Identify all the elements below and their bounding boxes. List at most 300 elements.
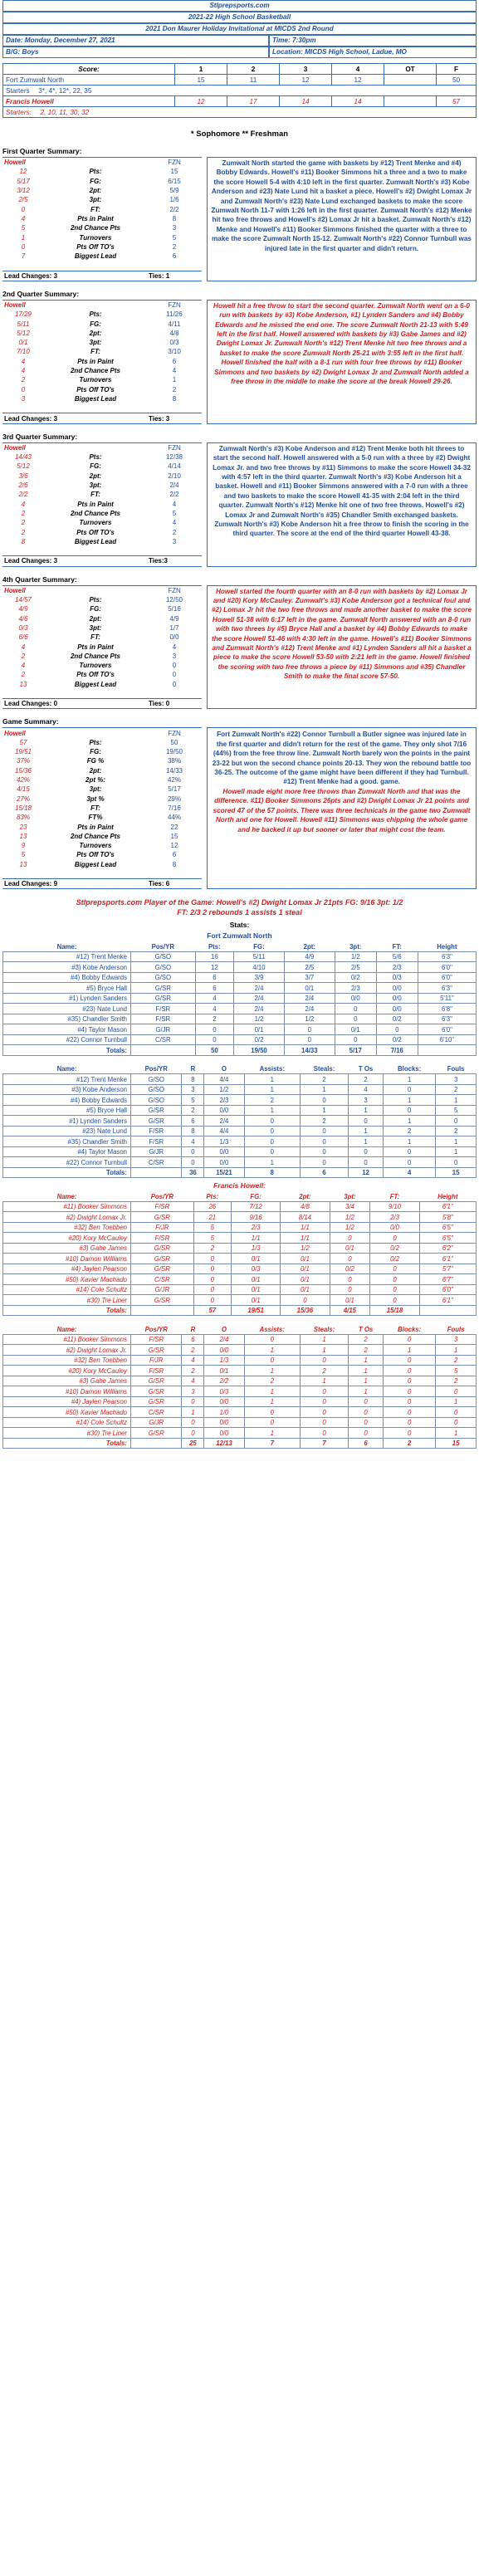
stat-cell: 6'8"	[418, 1004, 476, 1014]
stat-cell: 0	[284, 1024, 335, 1035]
total-cell: 36	[182, 1167, 204, 1178]
spacer-cell	[2, 689, 202, 699]
stat-row	[2, 804, 202, 813]
team2-q4: 14	[332, 96, 384, 107]
player-row	[3, 1157, 477, 1168]
stat-cell: 5	[193, 1222, 231, 1233]
stat-row	[2, 604, 202, 613]
total-cell: 50	[195, 1045, 233, 1056]
stat-cell: 0/1	[281, 1284, 330, 1295]
stat-row	[2, 500, 202, 509]
column-header: Fouls	[447, 1325, 465, 1333]
stat-cell: 0/2	[376, 1014, 418, 1024]
player-row	[3, 1254, 477, 1264]
howell-stat: 5	[21, 851, 26, 859]
stat-cell: 0	[376, 1024, 418, 1035]
team1-q3: 12	[280, 75, 332, 86]
stat-cell: G/SR	[131, 1396, 182, 1407]
fzn-stat: 6	[172, 851, 177, 859]
column-header: Pts:	[208, 942, 221, 951]
stat-row	[2, 186, 202, 195]
stat-cell: 1/2	[330, 1212, 370, 1223]
stat-cell: 6'5"	[419, 1233, 476, 1244]
fzn-stat: 4	[172, 367, 177, 375]
quarter-title: 3rd Quarter Summary:	[2, 432, 78, 441]
stat-cell: G/SO	[131, 1084, 182, 1095]
stat-cell: 0	[193, 1254, 231, 1264]
howell-scoring-table	[2, 1191, 477, 1316]
stat-cell: 6'3"	[418, 983, 476, 994]
fzn-stat: 44%	[167, 814, 181, 822]
stat-cell: F/JR	[131, 1222, 194, 1233]
stat-cell: 0/0	[204, 1105, 244, 1116]
howell-stat: 7	[21, 252, 26, 261]
stat-cell: 0	[244, 1126, 300, 1136]
howell-stat: 12	[19, 168, 27, 176]
stat-cell: 1	[301, 1334, 349, 1345]
stat-cell: 0/2	[234, 1034, 285, 1045]
stat-label: Pts Off TO's	[76, 385, 115, 393]
quarter-stats	[2, 157, 202, 281]
quarter-stats	[2, 300, 202, 424]
stat-cell: G/JR	[131, 1146, 182, 1157]
player-row	[3, 1222, 477, 1233]
stat-cell: 2/4	[204, 1334, 244, 1345]
howell-stat: 37%	[16, 757, 30, 765]
stat-cell: 0	[370, 1284, 419, 1295]
stat-cell: 0	[384, 1146, 436, 1157]
stat-row	[2, 375, 202, 384]
stat-cell: 0	[349, 1157, 384, 1168]
quarter-narrative: Howell hit a free throw to start the second quarter. Zumwalt North went on a 6-0 run with baskets by #3) Kobe Anderson, #1) Lynden Sanders and #4) Bobby Edwards and he missed the end one. The score Zumwalt North 21-13 with 5:49 left in the first half. Howell answered with baskets by #3) Gabe James and #2) Dwight Lomax Jr. Zumwalt North's #12) Trent Menke hit two free throws and a basket to make the score Zumwalt North 25-21 with 3:55 left in the first half. Howell finished the half with a 8-1 run with four free throws by #11) Booker Simmons and two baskets by #2) Dwight Lomax Jr and Zumwalt North added a free throw in the middle to make the score at the break Howell 29-26.	[207, 300, 477, 424]
stat-cell: 0/0	[204, 1157, 244, 1168]
stat-cell: 0	[384, 1417, 436, 1428]
stat-cell: 26	[193, 1201, 231, 1212]
totals-label: Totals:	[3, 1167, 131, 1178]
stat-cell: 0	[244, 1334, 300, 1345]
stats-header-row	[3, 941, 477, 951]
howell-stat: 14/43	[14, 453, 32, 462]
stat-cell: 7/12	[231, 1201, 280, 1212]
stat-label: Pts:	[89, 310, 102, 319]
totals-label: Totals:	[3, 1438, 131, 1449]
quarter-summary	[2, 157, 477, 281]
quarter-stats-table	[2, 585, 202, 710]
stat-label: Pts in Paint	[77, 643, 114, 651]
stat-cell: 1	[244, 1386, 300, 1397]
howell-stat: 3/6	[18, 472, 28, 480]
stat-cell: 12	[195, 962, 233, 973]
player-row	[3, 1345, 477, 1356]
stat-row	[2, 527, 202, 536]
fzn-stat: 0/0	[169, 633, 179, 642]
stat-cell: 2/5	[284, 962, 335, 973]
stat-row	[2, 366, 202, 375]
stat-cell: 5'8"	[419, 1212, 476, 1223]
stat-cell: 3	[349, 1095, 384, 1106]
total-cell	[419, 1305, 476, 1316]
stat-label: Biggest Lead	[74, 252, 117, 261]
stat-cell: 0/0	[376, 993, 418, 1004]
howell-stat: 2/5	[18, 196, 28, 204]
player-name: #14) Cole Schultz	[3, 1284, 131, 1295]
stat-cell: 0	[349, 1417, 384, 1428]
stat-cell: 0/0	[204, 1146, 244, 1157]
team1-score-row	[3, 75, 477, 86]
stat-cell: 1	[301, 1105, 349, 1116]
column-header: R	[190, 1065, 196, 1073]
team1-starters-label: Starters	[6, 86, 30, 95]
stat-cell: 2/2	[204, 1376, 244, 1386]
game-summary-fzn-label: FZN	[147, 728, 202, 738]
stat-cell: 0	[195, 1024, 233, 1035]
stat-cell: 6'0"	[418, 972, 476, 983]
team2-final: 57	[437, 96, 477, 107]
stat-cell: 0/3	[376, 972, 418, 983]
stat-cell: 0/2	[335, 972, 376, 983]
stat-cell: 0	[436, 1407, 477, 1418]
stat-cell: 9/10	[370, 1201, 419, 1212]
total-cell: 12	[349, 1167, 384, 1178]
stat-cell: 6'3"	[418, 951, 476, 962]
stat-label: Turnovers	[79, 233, 112, 242]
stat-cell: 5'7"	[419, 1264, 476, 1274]
stat-row	[2, 329, 202, 338]
totals-row	[3, 1045, 477, 1056]
spacer-row	[2, 689, 202, 699]
stat-cell: 1	[301, 1345, 349, 1356]
total-cell: 15	[436, 1438, 477, 1449]
fzn-stat: 11/26	[166, 310, 183, 319]
quarter-summary	[2, 442, 477, 567]
howell-stat: 0	[21, 205, 26, 213]
player-row	[3, 1274, 477, 1285]
stat-cell: G/JR	[131, 1024, 196, 1035]
stats-header-row	[3, 1064, 477, 1074]
stat-row	[2, 518, 202, 527]
q4-header: 4	[332, 64, 384, 75]
stat-cell: 1/2	[284, 1014, 335, 1024]
player-row	[3, 1095, 477, 1106]
stat-cell: 0	[244, 1417, 300, 1428]
spacer-row	[2, 403, 202, 413]
howell-stat: 3/12	[17, 187, 30, 195]
player-row	[3, 1116, 477, 1127]
fzn-stat: 12	[170, 842, 178, 850]
stat-label: Biggest Lead	[74, 537, 117, 545]
stat-cell: G/SR	[131, 1116, 182, 1127]
stat-cell: 0	[182, 1146, 204, 1157]
stat-cell: 2	[349, 1334, 384, 1345]
game-report	[2, 0, 477, 1454]
stat-cell: 8	[182, 1074, 204, 1085]
final-header: F	[437, 64, 477, 75]
stat-label: Turnovers	[79, 662, 112, 670]
spacer-cell	[2, 869, 202, 879]
totals-label: Totals:	[3, 1045, 131, 1056]
player-row	[3, 1201, 477, 1212]
fzn-stat: 8	[172, 394, 177, 403]
stat-row	[2, 680, 202, 689]
stat-cell: G/SR	[131, 1295, 194, 1306]
team1-q4: 12	[332, 75, 384, 86]
quarter-title: 4th Quarter Summary:	[2, 574, 77, 584]
team1-starters-cell	[3, 86, 477, 96]
stat-cell: 1/3	[204, 1136, 244, 1147]
stat-label: 2pt:	[89, 614, 102, 623]
stat-cell: 1/1	[231, 1233, 280, 1244]
stat-cell: 2	[349, 1074, 384, 1085]
quarter-title: First Quarter Summary:	[2, 147, 82, 155]
howell-stat: 57	[19, 738, 27, 746]
stat-cell: 1	[384, 1136, 436, 1147]
stat-cell: 2/4	[284, 1004, 335, 1014]
totals-label: Totals:	[3, 1305, 131, 1316]
stat-cell: G/SO	[131, 1074, 182, 1085]
stat-cell: 4/10	[234, 962, 285, 973]
player-name: #20) Kory McCauley	[3, 1366, 131, 1376]
stat-label: FG:	[90, 320, 101, 328]
stat-cell: 0	[244, 1116, 300, 1127]
stats-header-row	[3, 1324, 477, 1334]
total-cell: 15/36	[281, 1305, 330, 1316]
stat-cell: F/SR	[131, 1004, 196, 1014]
stat-cell: 2/4	[234, 983, 285, 994]
fzn-stat: 2	[172, 242, 177, 251]
stat-cell: 2	[349, 1345, 384, 1356]
stat-cell: 4	[182, 1376, 204, 1386]
stat-cell: G/SR	[131, 1376, 182, 1386]
column-header: Blocks:	[398, 1065, 422, 1073]
event-title: 2021 Don Maurer Holiday Invitational at MICDS 2nd Round	[2, 23, 477, 35]
stat-label: Pts Off TO's	[76, 851, 115, 859]
stat-cell: 0	[193, 1284, 231, 1295]
location: Location: MICDS High School, Ladue, MO	[269, 46, 477, 58]
stat-row	[2, 794, 202, 804]
quarter-summaries	[2, 147, 477, 709]
stat-cell: G/SO	[131, 962, 196, 973]
howell-stat: 4	[21, 500, 26, 508]
quarter-title: 2nd Quarter Summary:	[2, 289, 80, 298]
total-cell: 5/17	[335, 1045, 376, 1056]
stat-cell: 4/4	[204, 1126, 244, 1136]
howell-stat: 8	[21, 537, 26, 545]
column-header: FG:	[250, 1192, 261, 1200]
stat-row	[2, 595, 202, 604]
stat-row	[2, 481, 202, 490]
stat-cell: 5/11	[234, 951, 285, 962]
stat-cell: G/SO	[131, 1095, 182, 1106]
team1-final: 50	[437, 75, 477, 86]
quarter-stats	[2, 585, 202, 710]
player-name: #5) Bryce Hall	[3, 1105, 131, 1116]
fzn-stat: 1/7	[169, 623, 179, 632]
game-summary-howell-label: Howell	[2, 728, 44, 738]
stat-cell: 5	[436, 1105, 477, 1116]
player-row	[3, 951, 477, 962]
stat-cell: 0	[301, 1407, 349, 1418]
fzn-stat: 12/38	[165, 453, 183, 462]
player-name: #4) Taylor Mason	[3, 1146, 131, 1157]
stat-cell: 6'10"	[418, 1034, 476, 1045]
player-name: #4) Bobby Edwards	[3, 972, 131, 983]
stat-cell: G/SR	[131, 993, 196, 1004]
fzn-stat: 4/9	[169, 614, 179, 623]
stat-cell: 0/1	[335, 1024, 376, 1035]
fzn-stat: 22	[170, 823, 178, 831]
stat-cell: 3	[182, 1084, 204, 1095]
total-cell	[131, 1045, 196, 1056]
game-time: Time: 7:30pm	[269, 35, 477, 46]
team2-q2: 17	[227, 96, 280, 107]
stat-cell: 0	[330, 1254, 370, 1264]
stat-label: FT:	[90, 633, 100, 642]
fzn-stat: 12/50	[165, 596, 183, 604]
stat-cell: 0	[384, 1428, 436, 1439]
stat-cell: 1	[349, 1386, 384, 1397]
stat-cell: 0/1	[231, 1295, 280, 1306]
team1-starters-row	[3, 86, 477, 96]
stat-cell: 4	[195, 1004, 233, 1014]
column-header: Name:	[56, 1325, 77, 1333]
game-summary-lead-row	[2, 879, 202, 889]
howell-stat: 19/51	[14, 748, 32, 756]
player-name: #50) Xavier Machado	[3, 1274, 131, 1285]
stat-cell: 3/4	[330, 1201, 370, 1212]
player-row	[3, 1034, 477, 1045]
column-header: 2pt:	[299, 1192, 311, 1200]
stat-cell: 0/1	[231, 1284, 280, 1295]
total-cell: 4/15	[330, 1305, 370, 1316]
team2-score-row	[3, 96, 477, 107]
quarter-howell-label: Howell	[2, 585, 44, 595]
total-cell	[131, 1305, 194, 1316]
column-header: 3pt:	[344, 1192, 356, 1200]
total-cell	[131, 1167, 182, 1178]
column-header: 2pt:	[303, 942, 315, 951]
howell-stat: 9	[21, 842, 26, 850]
stat-label: 2pt %:	[86, 776, 105, 785]
stat-cell: 0	[182, 1157, 204, 1168]
player-name: #4) Taylor Mason	[3, 1024, 131, 1035]
stat-cell: 2	[182, 1366, 204, 1376]
stat-row	[2, 177, 202, 186]
quarter-fzn-label: FZN	[147, 300, 202, 310]
player-row	[3, 1024, 477, 1035]
stat-row	[2, 860, 202, 869]
player-row	[3, 1295, 477, 1306]
quarter-narrative: Zumwalt North started the game with baskets by #12) Trent Menke and #4) Bobby Edwards. Howell's #11) Booker Simmons hit a three and a two to make the score Howell 5-4 with 4:10 left in the first quarter. Zumwalt North's #3) Kobe Anderson and #23) Nate Lund hit a basket a piece. Howell's #2) Dwight Lomax Jr and Zumwalt North's #23) Nate Lund exchanged baskets to make the score Zumwalt North 11-7 with 1:26 left in the first quarter. Zumwalt North's #12) Menke hit two free throws and Howell's #2) Lomax Jr hit a basket. Zumwalt North's #12) Menke and Howell's #11) Booker Simmons finished the quarter with a three to make the score Zumwalt North 15-12. Zumwalt North's #22) Connor Turnbull was injured late in the first quarter and didn't return.	[207, 157, 477, 281]
stat-row	[2, 747, 202, 756]
stat-cell: 0	[244, 1136, 300, 1147]
q2-header: 2	[227, 64, 280, 75]
stat-cell: 9/16	[231, 1212, 280, 1223]
quarter-header-spacer	[44, 158, 147, 168]
stat-cell: 1	[384, 1116, 436, 1127]
quarter-howell-label: Howell	[2, 158, 44, 168]
stat-row	[2, 822, 202, 831]
howell-stat: 0	[21, 242, 26, 251]
howell-stat: 4	[21, 367, 26, 375]
quarter-lead-row	[2, 271, 202, 281]
fzn-stat: 5/9	[169, 187, 179, 195]
stat-cell: 0/2	[370, 1243, 419, 1254]
howell-stat: 5/12	[17, 329, 30, 337]
stat-cell: 6'2"	[419, 1243, 476, 1254]
player-name: #11) Booker Simmons	[3, 1334, 131, 1345]
stat-cell: 0/2	[330, 1264, 370, 1274]
player-name: #30) Tre Liner	[3, 1295, 131, 1306]
stat-label: 2pt:	[89, 766, 102, 775]
stat-cell: F/SR	[131, 1201, 194, 1212]
column-header: 3pt:	[349, 942, 362, 951]
stat-cell: 0/0	[204, 1345, 244, 1356]
scoreboard	[2, 63, 477, 118]
howell-stat: 6/6	[18, 633, 28, 642]
stat-label: 2pt:	[89, 187, 102, 195]
stat-cell: 4	[182, 1355, 204, 1366]
stat-row	[2, 385, 202, 394]
fzn-stat: 0	[172, 671, 177, 679]
howell-stat: 5/17	[17, 177, 30, 185]
stat-cell: 0	[384, 1366, 436, 1376]
fzn-stat: 1	[172, 376, 177, 384]
total-cell: 6	[349, 1438, 384, 1449]
howell-stat: 2	[21, 652, 26, 660]
quarter-fzn-label: FZN	[147, 158, 202, 168]
stat-label: Pts:	[89, 168, 102, 176]
ties: Ties:3	[147, 556, 202, 566]
stat-cell: 1	[436, 1136, 477, 1147]
column-header: Height	[437, 942, 457, 951]
fzn-stat: 3	[172, 224, 177, 232]
fzn-stat: 0	[172, 662, 177, 670]
player-name: #35) Chandler Smith	[3, 1014, 131, 1024]
stat-cell: C/SR	[131, 1407, 182, 1418]
player-name: #12) Trent Menke	[3, 1074, 131, 1085]
stat-cell: G/SO	[131, 972, 196, 983]
stat-row	[2, 338, 202, 347]
quarter-header-spacer	[44, 442, 147, 452]
stat-row	[2, 195, 202, 204]
column-header: Assists:	[259, 1325, 285, 1333]
stat-cell: 1	[244, 1345, 300, 1356]
quarter-fzn-label: FZN	[147, 442, 202, 452]
stat-cell: G/SR	[131, 1254, 194, 1264]
game-date: Date: Monday, December 27, 2021	[2, 35, 269, 46]
stat-cell: 1	[244, 1074, 300, 1085]
stat-cell: 0	[244, 1407, 300, 1418]
stat-cell: G/SR	[131, 983, 196, 994]
player-row	[3, 1428, 477, 1439]
stat-cell: 0/0	[370, 1222, 419, 1233]
stat-cell: 0	[436, 1386, 477, 1397]
stat-cell: 0/2	[376, 1034, 418, 1045]
stat-row	[2, 462, 202, 471]
stat-row	[2, 841, 202, 850]
stat-label: 3pt:	[89, 196, 102, 204]
stat-cell: 0/0	[204, 1417, 244, 1428]
stat-cell: 0	[384, 1355, 436, 1366]
stat-cell: 1	[244, 1396, 300, 1407]
site-name: Stlprepsports.com	[2, 0, 477, 12]
fzn-stat: 4/11	[168, 320, 181, 328]
stat-cell: 0	[349, 1116, 384, 1127]
howell-stat: 4	[21, 662, 26, 670]
stat-label: Biggest Lead	[74, 680, 117, 688]
column-header: T Os	[358, 1325, 374, 1333]
stat-row	[2, 642, 202, 651]
